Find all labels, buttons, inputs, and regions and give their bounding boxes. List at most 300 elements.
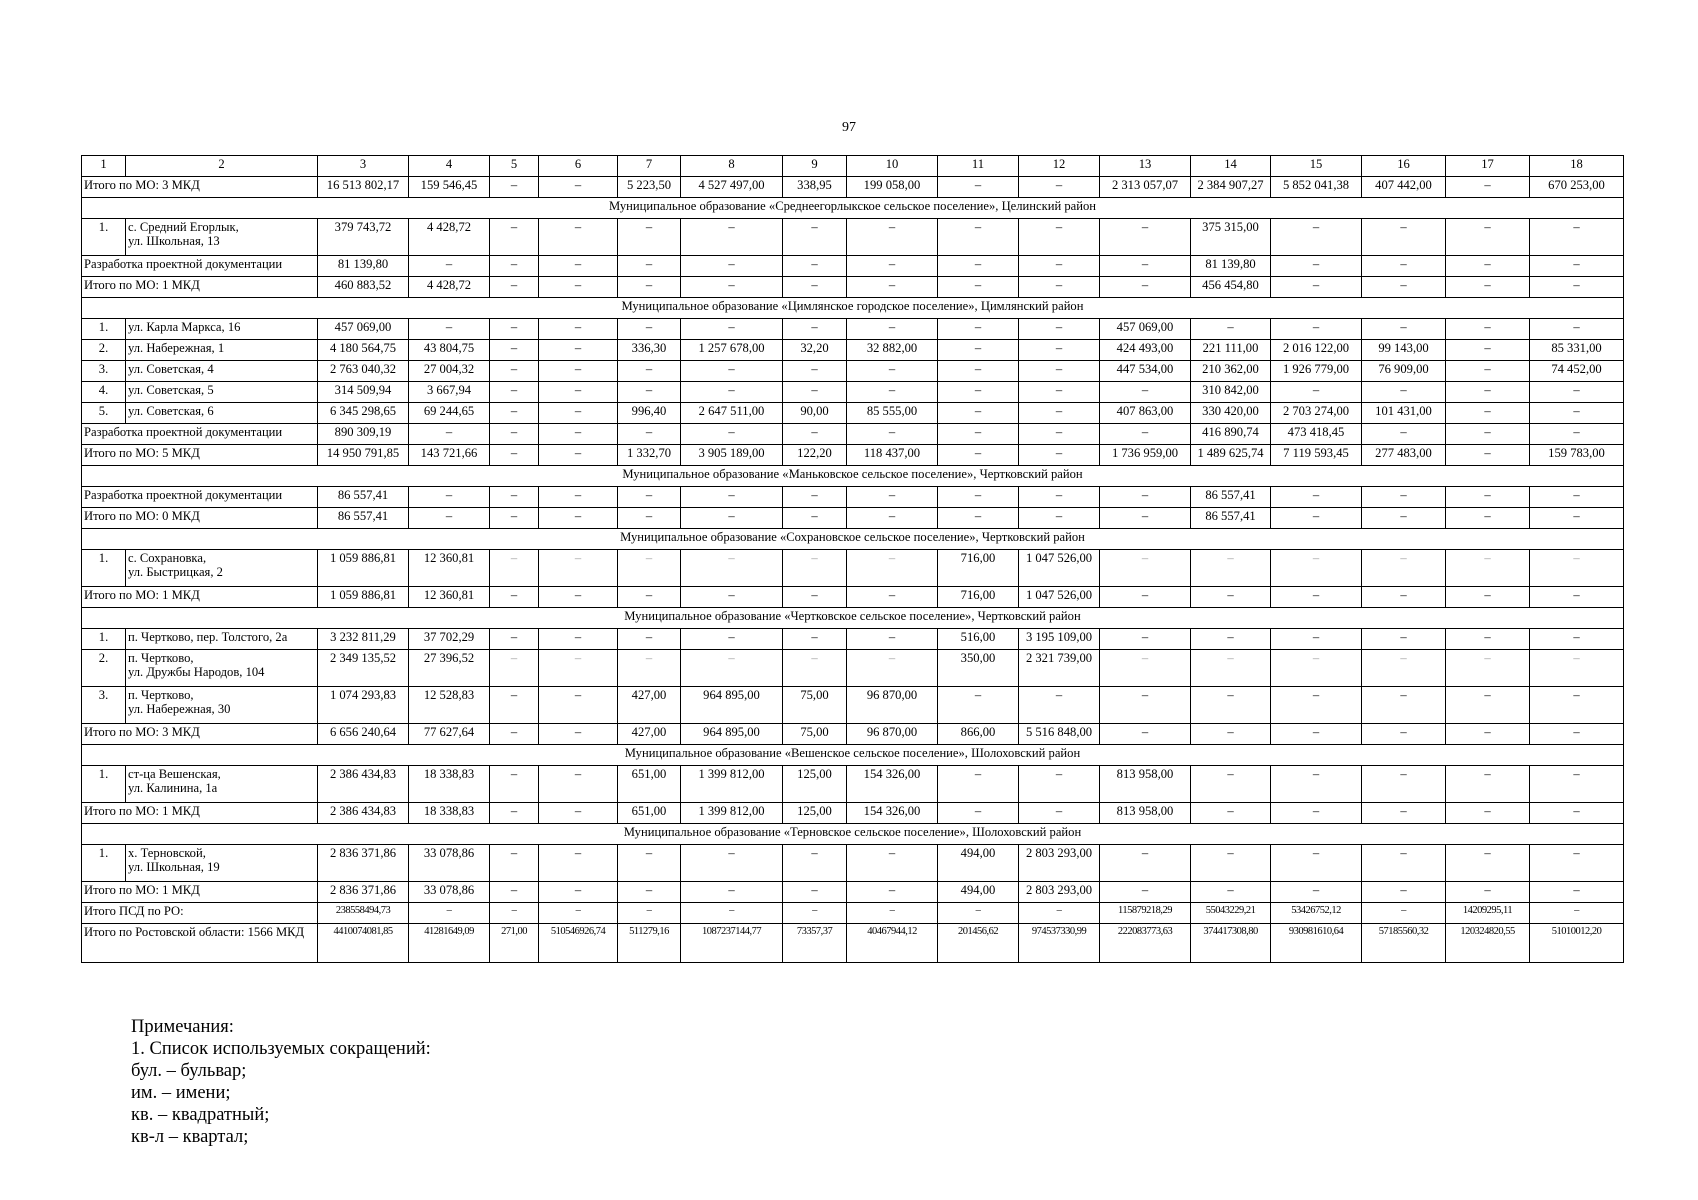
value-cell: 375 315,00 [1191,219,1271,256]
value-cell: 75,00 [783,724,847,745]
value-cell: – [539,724,618,745]
section-title: Муниципальное образование «Вешенское сельское поселение», Шолоховский район [82,745,1624,766]
value-cell: – [1446,487,1530,508]
address-cell: ст-ца Вешенская, ул. Калинина, 1а [126,766,318,803]
value-cell: 125,00 [783,803,847,824]
value-cell: 4 428,72 [409,277,490,298]
value-cell: – [938,687,1019,724]
value-cell: 1 047 526,00 [1019,587,1100,608]
value-cell: 379 743,72 [318,219,409,256]
value-cell: – [1100,845,1191,882]
value-cell: – [1530,550,1624,587]
value-cell: – [1530,277,1624,298]
value-cell: – [618,487,681,508]
section-title: Муниципальное образование «Маньковское сельское поселение», Чертковский район [82,466,1624,487]
value-cell: 314 509,94 [318,382,409,403]
value-cell: – [681,487,783,508]
value-cell: 14 950 791,85 [318,445,409,466]
value-cell: – [409,903,490,924]
value-cell: – [1271,766,1362,803]
value-cell: – [1530,766,1624,803]
value-cell: – [1446,882,1530,903]
value-cell: – [847,508,938,529]
value-cell: 974537330,99 [1019,924,1100,963]
value-cell: 90,00 [783,403,847,424]
value-cell: 85 331,00 [1530,340,1624,361]
value-cell: 159 783,00 [1530,445,1624,466]
value-cell: – [783,550,847,587]
value-cell: 32 882,00 [847,340,938,361]
value-cell: 1087237144,77 [681,924,783,963]
value-cell: – [539,766,618,803]
header-cell: 9 [783,156,847,177]
value-cell: 494,00 [938,882,1019,903]
value-cell: 222083773,63 [1100,924,1191,963]
value-cell: 1 059 886,81 [318,587,409,608]
value-cell: 159 546,45 [409,177,490,198]
value-cell: – [490,803,539,824]
value-cell: 41281649,09 [409,924,490,963]
value-cell: – [1100,219,1191,256]
value-cell: 2 647 511,00 [681,403,783,424]
row-label: Итого по МО: 3 МКД [82,177,318,198]
value-cell: 1 489 625,74 [1191,445,1271,466]
table-row [82,650,1624,687]
value-cell: 238558494,73 [318,903,409,924]
value-cell: 427,00 [618,687,681,724]
row-number: 1. [82,219,126,256]
value-cell: 447 534,00 [1100,361,1191,382]
total-row [82,882,1624,903]
value-cell: – [783,629,847,650]
value-cell: 81 139,80 [1191,256,1271,277]
value-cell: – [681,650,783,687]
value-cell: – [1362,277,1446,298]
value-cell: – [847,382,938,403]
value-cell: – [783,361,847,382]
value-cell: – [1019,256,1100,277]
total-row [82,177,1624,198]
value-cell: – [618,845,681,882]
value-cell: 2 803 293,00 [1019,882,1100,903]
row-label: Разработка проектной документации [82,487,318,508]
row-label: Итого по МО: 1 МКД [82,882,318,903]
address-cell: ул. Карла Маркса, 16 [126,319,318,340]
value-cell: – [783,882,847,903]
value-cell: – [1362,882,1446,903]
value-cell: – [681,629,783,650]
value-cell: – [618,650,681,687]
table-row [82,382,1624,403]
value-cell: – [681,845,783,882]
value-cell: – [539,550,618,587]
value-cell: – [783,508,847,529]
value-cell: – [1271,219,1362,256]
row-label: Разработка проектной документации [82,256,318,277]
address-cell: ул. Советская, 6 [126,403,318,424]
value-cell: 930981610,64 [1271,924,1362,963]
value-cell: – [539,650,618,687]
value-cell: – [539,687,618,724]
value-cell: – [1530,424,1624,445]
row-label: Итого ПСД по РО: [82,903,318,924]
value-cell: – [1446,550,1530,587]
value-cell: – [1019,766,1100,803]
value-cell: – [681,550,783,587]
value-cell: – [409,508,490,529]
value-cell: 4 180 564,75 [318,340,409,361]
total-row [82,724,1624,745]
value-cell: – [1446,340,1530,361]
value-cell: – [1019,277,1100,298]
value-cell: – [681,587,783,608]
value-cell: – [618,361,681,382]
value-cell: – [1271,587,1362,608]
value-cell: 5 223,50 [618,177,681,198]
value-cell: – [1530,903,1624,924]
value-cell: 374417308,80 [1191,924,1271,963]
value-cell: – [539,256,618,277]
value-cell: 122,20 [783,445,847,466]
value-cell: 86 557,41 [318,487,409,508]
row-number: 1. [82,766,126,803]
value-cell: – [1362,803,1446,824]
value-cell: 5 852 041,38 [1271,177,1362,198]
value-cell: – [490,845,539,882]
address-cell: х. Терновской, ул. Школьная, 19 [126,845,318,882]
value-cell: – [938,803,1019,824]
value-cell: – [618,424,681,445]
value-cell: 53426752,12 [1271,903,1362,924]
value-cell: – [1362,724,1446,745]
value-cell: – [1530,508,1624,529]
value-cell: 143 721,66 [409,445,490,466]
value-cell: 55043229,21 [1191,903,1271,924]
value-cell: 456 454,80 [1191,277,1271,298]
value-cell: 416 890,74 [1191,424,1271,445]
table-row [82,219,1624,256]
value-cell: – [783,424,847,445]
note-item: 1. Список используемых сокращений: [131,1039,431,1059]
value-cell: 12 360,81 [409,587,490,608]
value-cell: 75,00 [783,687,847,724]
value-cell: 964 895,00 [681,687,783,724]
value-cell: – [681,382,783,403]
total-row [82,508,1624,529]
value-cell: – [1530,845,1624,882]
total-row [82,256,1624,277]
value-cell: 716,00 [938,550,1019,587]
value-cell: – [490,177,539,198]
value-cell: – [490,403,539,424]
value-cell: 336,30 [618,340,681,361]
value-cell: – [490,903,539,924]
value-cell: 277 483,00 [1362,445,1446,466]
value-cell: 813 958,00 [1100,803,1191,824]
value-cell: 5 516 848,00 [1019,724,1100,745]
value-cell: – [1362,629,1446,650]
value-cell: – [490,445,539,466]
value-cell: – [1362,256,1446,277]
section-title: Муниципальное образование «Сохрановское сельское поселение», Чертковский район [82,529,1624,550]
value-cell: – [490,508,539,529]
value-cell: 74 452,00 [1530,361,1624,382]
value-cell: – [490,424,539,445]
header-cell: 15 [1271,156,1362,177]
row-label: Разработка проектной документации [82,424,318,445]
value-cell: – [1362,319,1446,340]
notes-title: Примечания: [131,1017,234,1037]
value-cell: – [847,629,938,650]
header-cell: 7 [618,156,681,177]
value-cell: – [1362,382,1446,403]
value-cell: – [1362,687,1446,724]
row-label: Итого по МО: 1 МКД [82,277,318,298]
section-row [82,529,1624,550]
value-cell: – [1191,550,1271,587]
value-cell: 115879218,29 [1100,903,1191,924]
header-cell: 16 [1362,156,1446,177]
value-cell: 1 736 959,00 [1100,445,1191,466]
value-cell: – [1019,219,1100,256]
value-cell: – [539,882,618,903]
notes [131,1016,431,1148]
value-cell: 32,20 [783,340,847,361]
value-cell: – [1271,803,1362,824]
value-cell: 1 399 812,00 [681,766,783,803]
value-cell: – [1019,687,1100,724]
value-cell: – [539,508,618,529]
value-cell: – [1100,508,1191,529]
value-cell: – [1100,882,1191,903]
table-row [82,766,1624,803]
value-cell: 154 326,00 [847,803,938,824]
value-cell: – [1100,256,1191,277]
value-cell: 424 493,00 [1100,340,1191,361]
total-row [82,587,1624,608]
value-cell: – [1362,650,1446,687]
value-cell: 651,00 [618,766,681,803]
value-cell: – [539,177,618,198]
value-cell: – [1191,845,1271,882]
value-cell: 101 431,00 [1362,403,1446,424]
value-cell: 1 047 526,00 [1019,550,1100,587]
value-cell: – [1271,487,1362,508]
value-cell: 125,00 [783,766,847,803]
value-cell: – [847,361,938,382]
value-cell: 118 437,00 [847,445,938,466]
value-cell: – [1019,487,1100,508]
row-label: Итого по МО: 1 МКД [82,587,318,608]
total-row [82,424,1624,445]
value-cell: 33 078,86 [409,882,490,903]
value-cell: – [490,550,539,587]
value-cell: – [409,319,490,340]
value-cell: 457 069,00 [318,319,409,340]
value-cell: 16 513 802,17 [318,177,409,198]
value-cell: 85 555,00 [847,403,938,424]
value-cell: – [1019,177,1100,198]
row-label: Итого по МО: 1 МКД [82,803,318,824]
address-cell: ул. Набережная, 1 [126,340,318,361]
value-cell: – [847,650,938,687]
row-number: 3. [82,361,126,382]
value-cell: 2 836 371,86 [318,845,409,882]
section-title: Муниципальное образование «Среднеегорлыкское сельское поселение», Целинский район [82,198,1624,219]
header-cell: 1 [82,156,126,177]
value-cell: – [1362,219,1446,256]
value-cell: – [1019,382,1100,403]
value-cell: – [1362,587,1446,608]
value-cell: 2 321 739,00 [1019,650,1100,687]
section-row [82,298,1624,319]
value-cell: – [539,845,618,882]
value-cell: 86 557,41 [318,508,409,529]
value-cell: – [618,256,681,277]
row-label: Итого по МО: 0 МКД [82,508,318,529]
value-cell: 221 111,00 [1191,340,1271,361]
value-cell: – [847,550,938,587]
value-cell: 6 656 240,64 [318,724,409,745]
total-row [82,445,1624,466]
value-cell: 12 360,81 [409,550,490,587]
address-cell: с. Сохрановка, ул. Быстрицкая, 2 [126,550,318,587]
value-cell: – [490,587,539,608]
value-cell: – [938,340,1019,361]
value-cell: – [490,256,539,277]
value-cell: – [618,587,681,608]
value-cell: 3 195 109,00 [1019,629,1100,650]
note-item: им. – имени; [131,1083,231,1103]
row-number: 1. [82,550,126,587]
table-row [82,361,1624,382]
value-cell: – [539,803,618,824]
value-cell: – [783,587,847,608]
row-label: Итого по МО: 3 МКД [82,724,318,745]
value-cell: 18 338,83 [409,803,490,824]
value-cell: – [1530,319,1624,340]
row-number: 2. [82,340,126,361]
value-cell: – [1530,650,1624,687]
address-cell: п. Чертково, ул. Дружбы Народов, 104 [126,650,318,687]
table-header-row [82,156,1624,177]
value-cell: – [1271,845,1362,882]
value-cell: – [1446,219,1530,256]
value-cell: 1 074 293,83 [318,687,409,724]
value-cell: – [490,361,539,382]
value-cell: – [1271,550,1362,587]
value-cell: – [539,403,618,424]
value-cell: – [1446,403,1530,424]
value-cell: – [847,845,938,882]
value-cell: – [1446,177,1530,198]
value-cell: 86 557,41 [1191,508,1271,529]
value-cell: 1 399 812,00 [681,803,783,824]
value-cell: 2 763 040,32 [318,361,409,382]
value-cell: – [681,256,783,277]
row-number: 3. [82,687,126,724]
value-cell: – [1362,903,1446,924]
header-cell: 17 [1446,156,1530,177]
value-cell: – [1271,687,1362,724]
value-cell: – [490,219,539,256]
value-cell: 310 842,00 [1191,382,1271,403]
value-cell: 33 078,86 [409,845,490,882]
value-cell: – [1446,724,1530,745]
value-cell: 3 905 189,00 [681,445,783,466]
value-cell: – [409,256,490,277]
value-cell: – [1100,629,1191,650]
table-body [82,156,1624,963]
row-number: 1. [82,629,126,650]
value-cell: – [618,903,681,924]
total-row [82,903,1624,924]
value-cell: – [1362,424,1446,445]
value-cell: – [1100,382,1191,403]
address-cell: п. Чертково, ул. Набережная, 30 [126,687,318,724]
value-cell: – [938,903,1019,924]
value-cell: – [539,219,618,256]
value-cell: – [490,277,539,298]
value-cell: – [490,340,539,361]
value-cell: – [681,508,783,529]
value-cell: – [783,903,847,924]
header-cell: 6 [539,156,618,177]
value-cell: – [1191,724,1271,745]
value-cell: 96 870,00 [847,687,938,724]
value-cell: 86 557,41 [1191,487,1271,508]
value-cell: 3 667,94 [409,382,490,403]
value-cell: – [1271,508,1362,529]
value-cell: – [938,177,1019,198]
value-cell: 199 058,00 [847,177,938,198]
section-title: Муниципальное образование «Цимлянское городское поселение», Цимлянский район [82,298,1624,319]
value-cell: – [1191,687,1271,724]
value-cell: 330 420,00 [1191,403,1271,424]
value-cell: – [490,319,539,340]
total-row [82,487,1624,508]
row-number: 2. [82,650,126,687]
value-cell: – [1191,803,1271,824]
value-cell: 96 870,00 [847,724,938,745]
value-cell: – [490,487,539,508]
value-cell: – [1019,903,1100,924]
value-cell: 338,95 [783,177,847,198]
value-cell: 120324820,55 [1446,924,1530,963]
row-number: 5. [82,403,126,424]
value-cell: 81 139,80 [318,256,409,277]
value-cell: – [490,724,539,745]
value-cell: – [618,629,681,650]
value-cell: – [1362,550,1446,587]
value-cell: – [938,256,1019,277]
value-cell: 2 349 135,52 [318,650,409,687]
value-cell: 3 232 811,29 [318,629,409,650]
value-cell: – [1191,629,1271,650]
value-cell: – [681,319,783,340]
table-row [82,845,1624,882]
value-cell: – [783,277,847,298]
value-cell: 57185560,32 [1362,924,1446,963]
value-cell: – [1446,687,1530,724]
value-cell: 407 863,00 [1100,403,1191,424]
value-cell: 510546926,74 [539,924,618,963]
value-cell: – [1446,766,1530,803]
value-cell: – [1019,361,1100,382]
value-cell: – [1191,587,1271,608]
address-cell: с. Средний Егорлык, ул. Школьная, 13 [126,219,318,256]
value-cell: – [1271,319,1362,340]
